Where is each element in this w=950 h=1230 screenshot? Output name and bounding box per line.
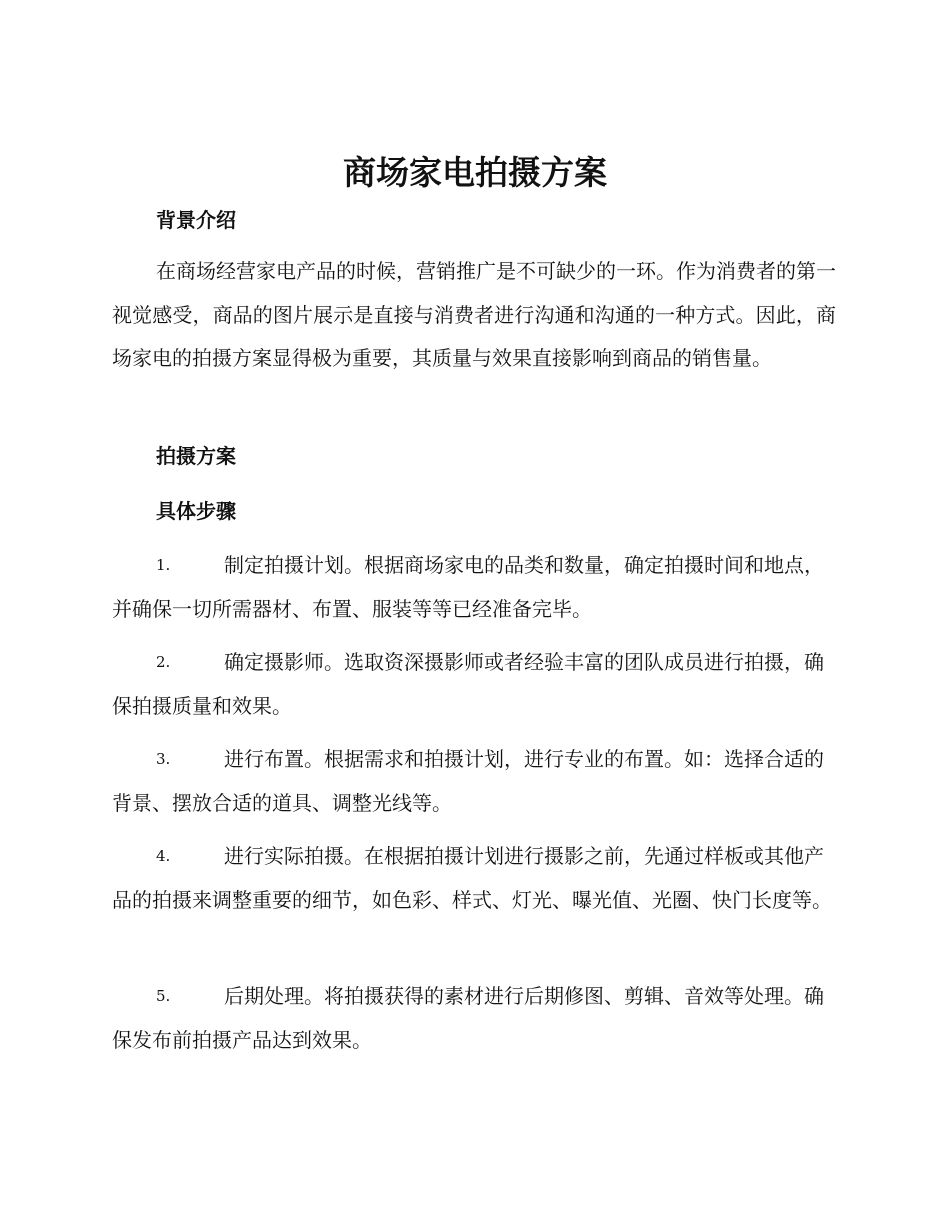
step-text: 后期处理。将拍摄获得的素材进行后期修图、剪辑、音效等处理。确保发布前拍摄产品达到效果。	[112, 984, 824, 1052]
step-number: 5.	[156, 987, 171, 1005]
step-text: 进行布置。根据需求和拍摄计划，进行专业的布置。如：选择合适的背景、摆放合适的道具、调整光线等。	[112, 747, 824, 815]
section-heading-plan: 拍摄方案	[156, 444, 236, 468]
step-item	[112, 975, 836, 1062]
section-heading-background: 背景介绍	[156, 208, 236, 232]
step-number: 1.	[156, 556, 171, 574]
background-paragraph: 在商场经营家电产品的时候，营销推广是不可缺少的一环。作为消费者的第一视觉感受，商品的图片展示是直接与消费者进行沟通和沟通的一种方式。因此，商场家电的拍摄方案显得极为重要，其质量与效果直接影响到商品的销售量。	[112, 259, 836, 370]
step-number: 3.	[156, 750, 171, 768]
step-number: 4.	[156, 847, 171, 865]
step-item	[112, 544, 836, 631]
step-item	[112, 835, 836, 922]
step-number: 2.	[156, 653, 171, 671]
step-text: 制定拍摄计划。根据商场家电的品类和数量，确定拍摄时间和地点，并确保一切所需器材、布置、服装等等已经准备完毕。	[112, 553, 824, 621]
step-text: 进行实际拍摄。在根据拍摄计划进行摄影之前，先通过样板或其他产品的拍摄来调整重要的细节，如色彩、样式、灯光、曝光值、光圈、快门长度等。	[112, 844, 832, 912]
step-item	[112, 641, 836, 728]
step-text: 确定摄影师。选取资深摄影师或者经验丰富的团队成员进行拍摄，确保拍摄质量和效果。	[112, 650, 824, 718]
step-item	[112, 738, 836, 825]
section-heading-steps: 具体步骤	[156, 499, 236, 523]
document-title: 商场家电拍摄方案	[343, 153, 607, 192]
